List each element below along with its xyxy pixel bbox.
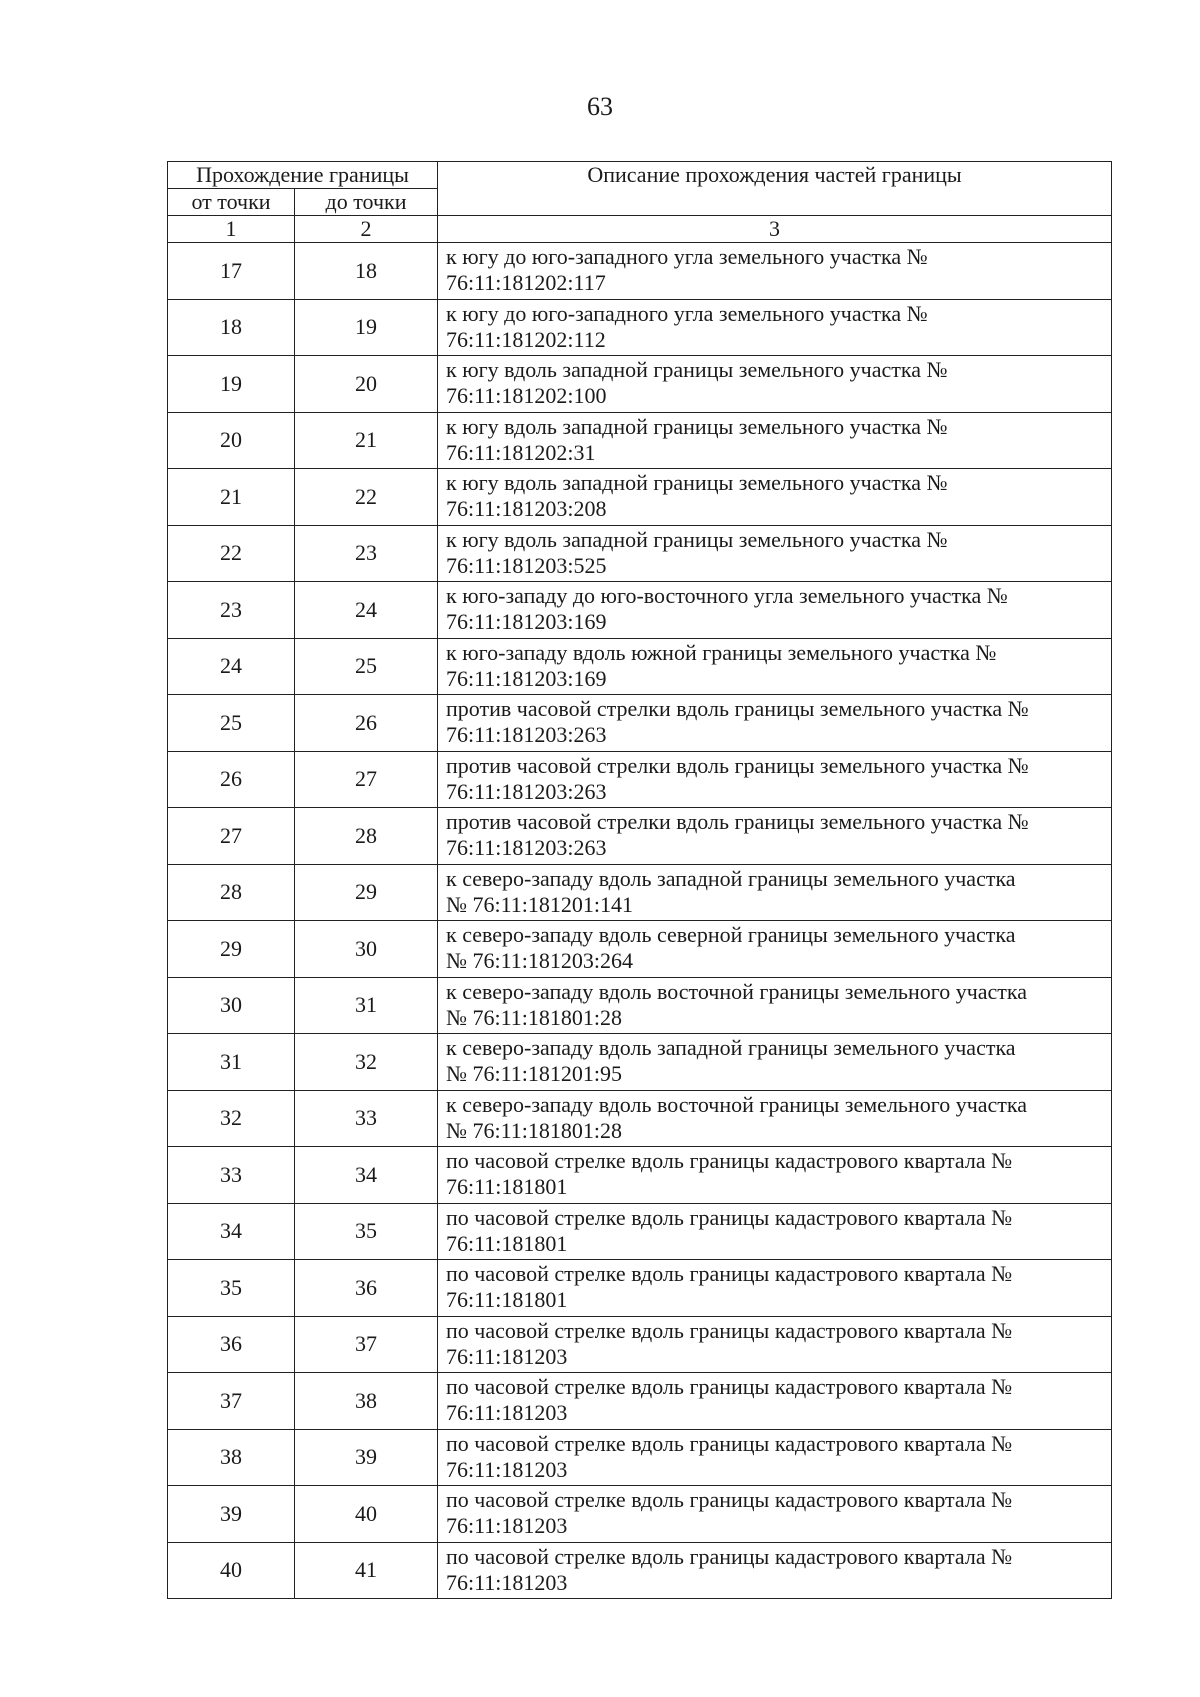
description-text: по часовой стрелке вдоль границы кадастрового квартала № xyxy=(446,1204,1013,1230)
to-point-cell: 28 xyxy=(295,808,438,865)
table-row xyxy=(168,977,1112,1034)
description-cell xyxy=(438,412,1112,469)
header-row-numbers xyxy=(168,216,1112,243)
table-row xyxy=(168,1090,1112,1147)
table-row xyxy=(168,638,1112,695)
cadastral-number: 76:11:181203:169 xyxy=(446,665,607,691)
description-cell xyxy=(438,977,1112,1034)
from-point-cell: 37 xyxy=(168,1373,295,1430)
to-point-cell: 33 xyxy=(295,1090,438,1147)
to-point-cell: 39 xyxy=(295,1429,438,1486)
cadastral-number: 76:11:181801 xyxy=(446,1287,568,1312)
table-body xyxy=(168,243,1112,1599)
from-point-cell: 33 xyxy=(168,1147,295,1204)
header-row-group xyxy=(168,162,1112,189)
to-point-cell: 34 xyxy=(295,1147,438,1204)
description-text: к югу до юго-западного угла земельного участка № xyxy=(446,244,928,269)
table-row xyxy=(168,695,1112,752)
description-cell xyxy=(438,1316,1112,1373)
header-to-point: до точки xyxy=(295,189,438,216)
to-point-cell: 22 xyxy=(295,469,438,526)
description-cell xyxy=(438,1034,1112,1091)
description-cell xyxy=(438,638,1112,695)
table-row xyxy=(168,582,1112,639)
header-from-point: от точки xyxy=(168,189,295,216)
from-point-cell: 19 xyxy=(168,356,295,413)
cadastral-number: 76:11:181203:208 xyxy=(446,496,607,521)
to-point-cell: 19 xyxy=(295,299,438,356)
to-point-cell: 29 xyxy=(295,864,438,921)
description-cell xyxy=(438,469,1112,526)
description-cell xyxy=(438,1090,1112,1147)
cadastral-number: 76:11:181801 xyxy=(446,1174,568,1199)
cadastral-number: 76:11:181203 xyxy=(446,1343,568,1369)
table-row xyxy=(168,921,1112,978)
from-point-cell: 26 xyxy=(168,751,295,808)
from-point-cell: 18 xyxy=(168,299,295,356)
from-point-cell: 24 xyxy=(168,638,295,695)
from-point-cell: 32 xyxy=(168,1090,295,1147)
from-point-cell: 28 xyxy=(168,864,295,921)
description-text: к югу до юго-западного угла земельного участка № xyxy=(446,300,928,326)
cadastral-number: 76:11:181202:112 xyxy=(446,326,606,352)
cadastral-number: 76:11:181203:525 xyxy=(446,552,607,578)
from-point-cell: 20 xyxy=(168,412,295,469)
table-row xyxy=(168,469,1112,526)
description-text: к северо-западу вдоль западной границы земельного участка xyxy=(446,1035,1016,1060)
cadastral-number: 76:11:181203 xyxy=(446,1569,568,1595)
description-text: против часовой стрелки вдоль границы земельного участка № xyxy=(446,752,1029,778)
table-row xyxy=(168,1542,1112,1599)
to-point-cell: 31 xyxy=(295,977,438,1034)
to-point-cell: 18 xyxy=(295,243,438,300)
description-cell xyxy=(438,356,1112,413)
to-point-cell: 23 xyxy=(295,525,438,582)
description-cell xyxy=(438,751,1112,808)
description-cell xyxy=(438,1203,1112,1260)
from-point-cell: 27 xyxy=(168,808,295,865)
table-row xyxy=(168,1147,1112,1204)
description-text: к юго-западу вдоль южной границы земельного участка № xyxy=(446,639,997,665)
cadastral-number: 76:11:181203:263 xyxy=(446,778,607,804)
description-text: к югу вдоль западной границы земельного участка № xyxy=(446,413,948,439)
description-text: по часовой стрелке вдоль границы кадастрового квартала № xyxy=(446,1487,1013,1512)
to-point-cell: 41 xyxy=(295,1542,438,1599)
cadastral-number: 76:11:181203:263 xyxy=(446,835,607,860)
description-cell xyxy=(438,1429,1112,1486)
cadastral-number: № 76:11:181203:264 xyxy=(446,948,634,973)
from-point-cell: 35 xyxy=(168,1260,295,1317)
table-row xyxy=(168,1203,1112,1260)
page-number: 63 xyxy=(587,92,613,121)
to-point-cell: 21 xyxy=(295,412,438,469)
to-point-cell: 40 xyxy=(295,1486,438,1543)
from-point-cell: 40 xyxy=(168,1542,295,1599)
table-row xyxy=(168,1486,1112,1543)
table-row xyxy=(168,1034,1112,1091)
description-cell xyxy=(438,808,1112,865)
from-point-cell: 17 xyxy=(168,243,295,300)
to-point-cell: 37 xyxy=(295,1316,438,1373)
description-cell xyxy=(438,864,1112,921)
to-point-cell: 30 xyxy=(295,921,438,978)
table-row xyxy=(168,864,1112,921)
description-text: к югу вдоль западной границы земельного участка № xyxy=(446,470,948,495)
boundary-table xyxy=(167,161,1112,1599)
description-text: против часовой стрелки вдоль границы земельного участка № xyxy=(446,696,1029,721)
table-row xyxy=(168,243,1112,300)
cadastral-number: 76:11:181801 xyxy=(446,1230,568,1256)
description-cell xyxy=(438,1542,1112,1599)
to-point-cell: 27 xyxy=(295,751,438,808)
table-row xyxy=(168,808,1112,865)
cadastral-number: 76:11:181202:100 xyxy=(446,383,607,408)
description-text: по часовой стрелке вдоль границы кадастрового квартала № xyxy=(446,1317,1013,1343)
description-text: по часовой стрелке вдоль границы кадастрового квартала № xyxy=(446,1148,1013,1173)
description-cell xyxy=(438,299,1112,356)
description-text: к юго-западу до юго-восточного угла земельного участка № xyxy=(446,583,1008,608)
description-text: по часовой стрелке вдоль границы кадастрового квартала № xyxy=(446,1430,1013,1456)
description-text: к югу вдоль западной границы земельного участка № xyxy=(446,526,948,552)
description-text: к северо-западу вдоль восточной границы земельного участка xyxy=(446,978,1028,1004)
description-text: против часовой стрелки вдоль границы земельного участка № xyxy=(446,809,1029,834)
to-point-cell: 24 xyxy=(295,582,438,639)
to-point-cell: 20 xyxy=(295,356,438,413)
description-text: к северо-западу вдоль северной границы земельного участка xyxy=(446,922,1016,947)
table-row xyxy=(168,412,1112,469)
column-number: 1 xyxy=(168,216,295,243)
to-point-cell: 38 xyxy=(295,1373,438,1430)
cadastral-number: 76:11:181203 xyxy=(446,1513,568,1538)
table-row xyxy=(168,525,1112,582)
from-point-cell: 22 xyxy=(168,525,295,582)
table-row xyxy=(168,299,1112,356)
description-cell xyxy=(438,1260,1112,1317)
description-text: по часовой стрелке вдоль границы кадастрового квартала № xyxy=(446,1543,1013,1569)
description-text: по часовой стрелке вдоль границы кадастрового квартала № xyxy=(446,1374,1013,1399)
description-cell xyxy=(438,1373,1112,1430)
cadastral-number: 76:11:181203 xyxy=(446,1456,568,1482)
from-point-cell: 25 xyxy=(168,695,295,752)
description-text: по часовой стрелке вдоль границы кадастрового квартала № xyxy=(446,1261,1013,1286)
table-row xyxy=(168,356,1112,413)
cadastral-number: № 76:11:181201:95 xyxy=(446,1061,623,1086)
to-point-cell: 25 xyxy=(295,638,438,695)
from-point-cell: 29 xyxy=(168,921,295,978)
from-point-cell: 23 xyxy=(168,582,295,639)
column-number: 2 xyxy=(295,216,438,243)
cadastral-number: 76:11:181202:31 xyxy=(446,439,596,465)
description-cell xyxy=(438,921,1112,978)
description-cell xyxy=(438,1147,1112,1204)
table-row xyxy=(168,1260,1112,1317)
from-point-cell: 31 xyxy=(168,1034,295,1091)
description-cell xyxy=(438,582,1112,639)
to-point-cell: 36 xyxy=(295,1260,438,1317)
table-row xyxy=(168,751,1112,808)
description-text: к югу вдоль западной границы земельного участка № xyxy=(446,357,948,382)
from-point-cell: 39 xyxy=(168,1486,295,1543)
header-description: Описание прохождения частей границы xyxy=(438,162,1112,216)
cadastral-number: 76:11:181203 xyxy=(446,1400,568,1425)
table-row xyxy=(168,1429,1112,1486)
header-boundary-passage: Прохождение границы xyxy=(168,162,438,189)
cadastral-number: 76:11:181202:117 xyxy=(446,270,606,295)
cadastral-number: № 76:11:181801:28 xyxy=(446,1004,623,1030)
to-point-cell: 32 xyxy=(295,1034,438,1091)
to-point-cell: 26 xyxy=(295,695,438,752)
cadastral-number: № 76:11:181201:141 xyxy=(446,891,634,917)
description-text: к северо-западу вдоль восточной границы земельного участка xyxy=(446,1091,1028,1117)
from-point-cell: 21 xyxy=(168,469,295,526)
description-text: к северо-западу вдоль западной границы земельного участка xyxy=(446,865,1016,891)
description-cell xyxy=(438,695,1112,752)
cadastral-number: 76:11:181203:169 xyxy=(446,609,607,634)
from-point-cell: 36 xyxy=(168,1316,295,1373)
from-point-cell: 34 xyxy=(168,1203,295,1260)
description-cell xyxy=(438,525,1112,582)
to-point-cell: 35 xyxy=(295,1203,438,1260)
from-point-cell: 30 xyxy=(168,977,295,1034)
cadastral-number: 76:11:181203:263 xyxy=(446,722,607,747)
description-cell xyxy=(438,243,1112,300)
table-row xyxy=(168,1373,1112,1430)
description-cell xyxy=(438,1486,1112,1543)
table-row xyxy=(168,1316,1112,1373)
column-number: 3 xyxy=(438,216,1112,243)
cadastral-number: № 76:11:181801:28 xyxy=(446,1117,623,1143)
from-point-cell: 38 xyxy=(168,1429,295,1486)
